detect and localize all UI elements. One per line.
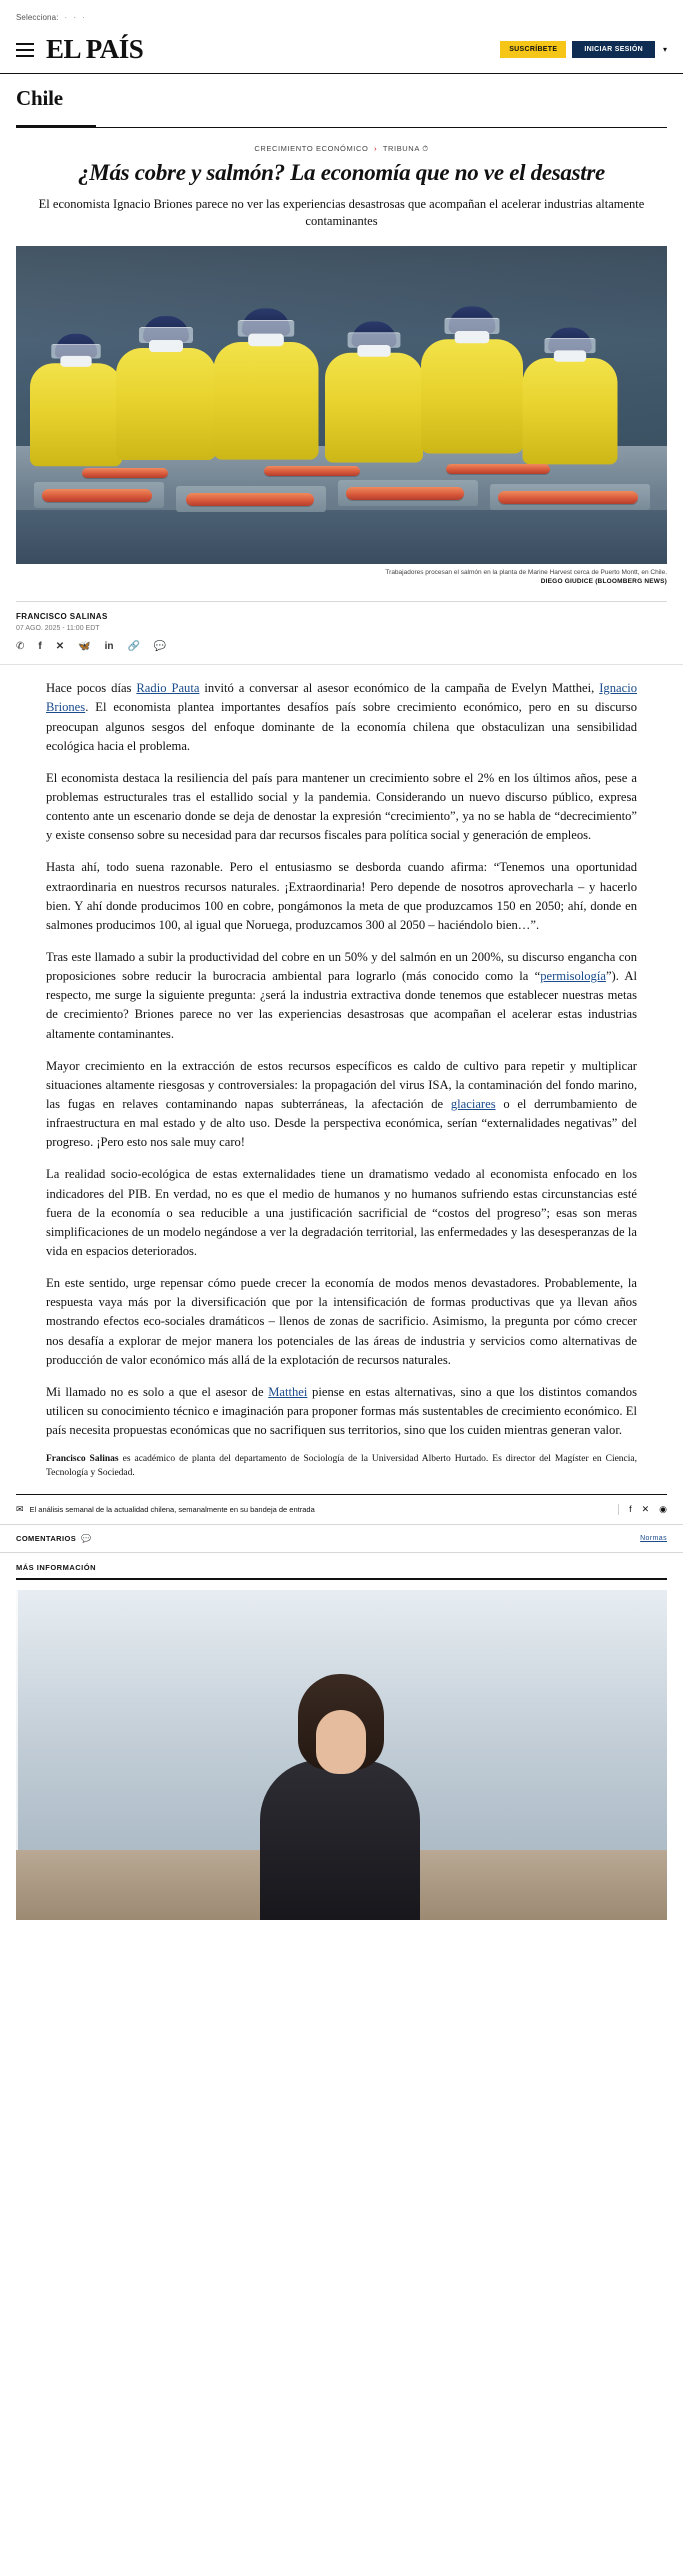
mail-icon: ✉ (16, 1503, 24, 1514)
chevron-down-icon[interactable]: ▾ (662, 45, 667, 54)
worker-figure (417, 307, 527, 454)
worker-figure (26, 334, 125, 466)
salmon-fillet (346, 487, 464, 500)
salmon-fillet (446, 464, 550, 474)
login-button[interactable]: INICIAR SESIÓN (572, 41, 655, 58)
body-paragraph: Tras este llamado a subir la productividad del cobre en un 50% y del salmón en un 200%, su discurso engancha con proposiciones sobre reducir la burocracia ambiental para lograrlo (más conocido como la “permisología”). Al respecto, me surge la siguiente pregunta: ¿será la industria extractiva donde tenemos que establecer nuestras metas de crecimiento? Briones parece no ver las experiencias desastrosas que acompañan el acelerar estas industrias altamente contaminantes. (46, 949, 637, 1041)
kicker-tag[interactable]: TRIBUNA (382, 144, 420, 153)
subscribe-button[interactable]: SUSCRÍBETE (500, 41, 566, 58)
comments-header (0, 1525, 683, 1553)
x-twitter-icon[interactable]: ✕ (641, 1503, 650, 1514)
related-image-container[interactable] (0, 1580, 683, 1920)
salmon-fillet (82, 468, 168, 478)
kicker-separator: › (374, 144, 378, 153)
section-divider (16, 127, 667, 128)
worker-figure (519, 328, 622, 465)
newsletter-text: El análisis semanal de la actualidad chilena, semanalmente en su bandeja de entrada (29, 1504, 315, 1514)
article-body (0, 665, 683, 1480)
link-icon[interactable]: 🔗 (127, 641, 140, 653)
publish-date: 07 AGO. 2025 - 11:00 EDT (16, 625, 100, 633)
worker-figure (321, 322, 427, 463)
hamburger-icon[interactable] (16, 43, 34, 57)
author-bio (46, 1453, 637, 1481)
salmon-fillet (264, 466, 360, 476)
body-link[interactable]: Matthei (268, 1384, 308, 1399)
body-paragraph: Hasta ahí, todo suena razonable. Pero el entusiasmo se desborda cuando afirma: “Tenemos una oportunidad extraordinaria en nuestros recursos naturales. ¡Extraordinaria! Pero depende de nosotros aprovecharla – y hacerlo bien. Y ahí donde producimos 100 en cobre, pongámonos la meta de que produzcamos 150 en 2050; ahí, donde en salmones producimos 100, al igual que Noruega, produzcamos 300 al 2050 – haciéndolo bien…”. (46, 860, 637, 932)
author-bio-text: es académico de planta del departamento de Sociología de la Universidad Alberto Hurtado. Es director del Magíster en Ciencia, Tecnología y Sociedad. (46, 1454, 637, 1478)
section-title[interactable]: Chile (16, 86, 63, 110)
newsletter-promo[interactable] (0, 1495, 683, 1525)
byline-block (0, 585, 683, 632)
related-image (16, 1590, 667, 1920)
body-paragraph: Hace pocos días Radio Pauta invitó a conversar al asesor económico de la campaña de Evelyn Matthei, Ignacio Briones. El economista plantea importantes desafíos país sobre crecimiento económico, pero en su discurso preocupan algunos sesgos del enfoque dominante de la economía chilena que obstaculizan una sensibilidad ecológica hacia el problema. (46, 681, 637, 753)
salmon-fillet (498, 491, 638, 504)
lead-image (16, 246, 667, 564)
body-paragraph: El economista destaca la resiliencia del país para mantener un crecimiento sobre el 2% en los últimos años, pese a problemas estructurales tras el estallido social y la pandemia. Considerando un nuevo discurso público, expresa contento ante un escenario donde se deja de denostar la expresión “crecimiento”, ya no se habla de “decrecimiento” y existe consenso sobre su necesidad para dar recursos fiscales para política social y generación de empleos. (46, 770, 637, 843)
image-caption: Trabajadores procesan el salmón en la planta de Marine Harvest cerca de Puerto Montt, en Chile. (385, 569, 667, 577)
facebook-icon[interactable]: f (38, 641, 42, 653)
bluesky-icon[interactable]: 🦋 (78, 641, 91, 653)
salmon-fillet (42, 489, 152, 502)
facebook-icon[interactable]: f (629, 1504, 632, 1515)
article-subheadline: El economista Ignacio Briones parece no ver las experiencias desastrosas que acompañan el acelerar industrias altamente contaminantes (38, 197, 645, 229)
author-name[interactable]: FRANCISCO SALINAS (16, 612, 108, 622)
image-caption-row (0, 564, 683, 585)
lead-image-container (0, 246, 683, 564)
kicker-category[interactable]: CRECIMIENTO ECONÓMICO (254, 144, 369, 153)
more-info-label: MÁS INFORMACIÓN (16, 1562, 96, 1572)
clock-icon: ⏱ (422, 144, 429, 153)
body-link[interactable]: Radio Pauta (136, 681, 200, 696)
masthead-actions (500, 41, 667, 58)
top-selector-bar (0, 0, 683, 34)
body-link[interactable]: glaciares (450, 1096, 496, 1111)
image-credit: DIEGO GIUDICE (BLOOMBERG NEWS) (540, 578, 667, 586)
comment-bubble-icon[interactable]: 💬 (81, 1533, 92, 1543)
byline-divider (16, 601, 667, 602)
masthead (0, 34, 683, 74)
bluesky-icon[interactable]: ◉ (659, 1503, 667, 1514)
linkedin-icon[interactable]: in (104, 641, 114, 653)
body-paragraph: En este sentido, urge repensar cómo puede crecer la economía de modos menos devastadores. Probablemente, la respuesta vaya más por la diversificación que por la intensificación de formas productivas que ya llevan años mostrando efectos eco-sociales dramáticos – llenos de zonas de sacrificio. Asimismo, la pregunta por cómo crecer nos desafía a explorar de mejor manera los potenciales de las áreas de industria y servicios como alternativas de producción de valor económico más allá de la explotación de recursos naturales. (46, 1276, 637, 1367)
x-twitter-icon[interactable]: ✕ (55, 641, 65, 653)
comment-rules-link[interactable]: Normas (640, 1534, 667, 1542)
page-title: ¿Más cobre y salmón? La economía que no ve el desastre (78, 160, 605, 185)
author-bio-name: Francisco Salinas (46, 1454, 119, 1465)
selector-label: Selecciona: (16, 12, 59, 22)
selector-dots[interactable]: · · · (64, 12, 87, 22)
body-paragraph: Mi llamado no es solo a que el asesor de Matthei piense en estas alternativas, sino a que los distintos comandos utilicen su conocimiento técnico e imaginación para proponer formas más sustentables de crecimiento económico. El país necesita propuestas económicas que no sacrifiquen sus territorios, sino que los cuiden mientras generan valor. (46, 1384, 637, 1438)
body-link[interactable]: permisología (540, 969, 606, 984)
body-paragraph: La realidad socio-ecológica de estas externalidades tiene un dramatismo vedado al economista enfocado en los indicadores del PIB. En verdad, no es que el medio de humanos y no humanos sufriendo estas circunstancias esté fuera de la economía o sea reducible a una justificación sacrificial de “costos del progreso”; esas son meras simplificaciones de un modelo negándose a ver la degradación territorial, las enfermedades y las desesperanzas de la vida en espacios deteriorados. (46, 1167, 637, 1258)
section-header (0, 74, 683, 117)
comments-label: COMENTARIOS (16, 1533, 77, 1543)
worker-figure (209, 309, 322, 460)
comments-icon[interactable]: 💬 (153, 641, 167, 653)
share-bar (0, 632, 683, 665)
newsletter-socials (618, 1504, 667, 1515)
salmon-fillet (186, 493, 314, 506)
body-link[interactable]: Ignacio Briones (46, 681, 637, 715)
site-logo[interactable]: EL PAÍS (46, 34, 144, 64)
whatsapp-icon[interactable]: ✆ (16, 641, 25, 653)
worker-figure (112, 316, 220, 460)
article-kicker (0, 144, 683, 154)
body-paragraph: Mayor crecimiento en la extracción de estos recursos específicos es caldo de cultivo para repetir y multiplicar situaciones altamente riesgosas y controversiales: la propagación del virus ISA, la contaminación del fondo marino, las fugas en relaves contaminando napas subterráneas, la afectación de glaciares o el derrumbamiento de infraestructura en mal estado y de alto uso. Desde la perspectiva económica, serían “externalidades negativas” del progreso. ¡Pero esto nos sale muy caro! (46, 1058, 637, 1150)
